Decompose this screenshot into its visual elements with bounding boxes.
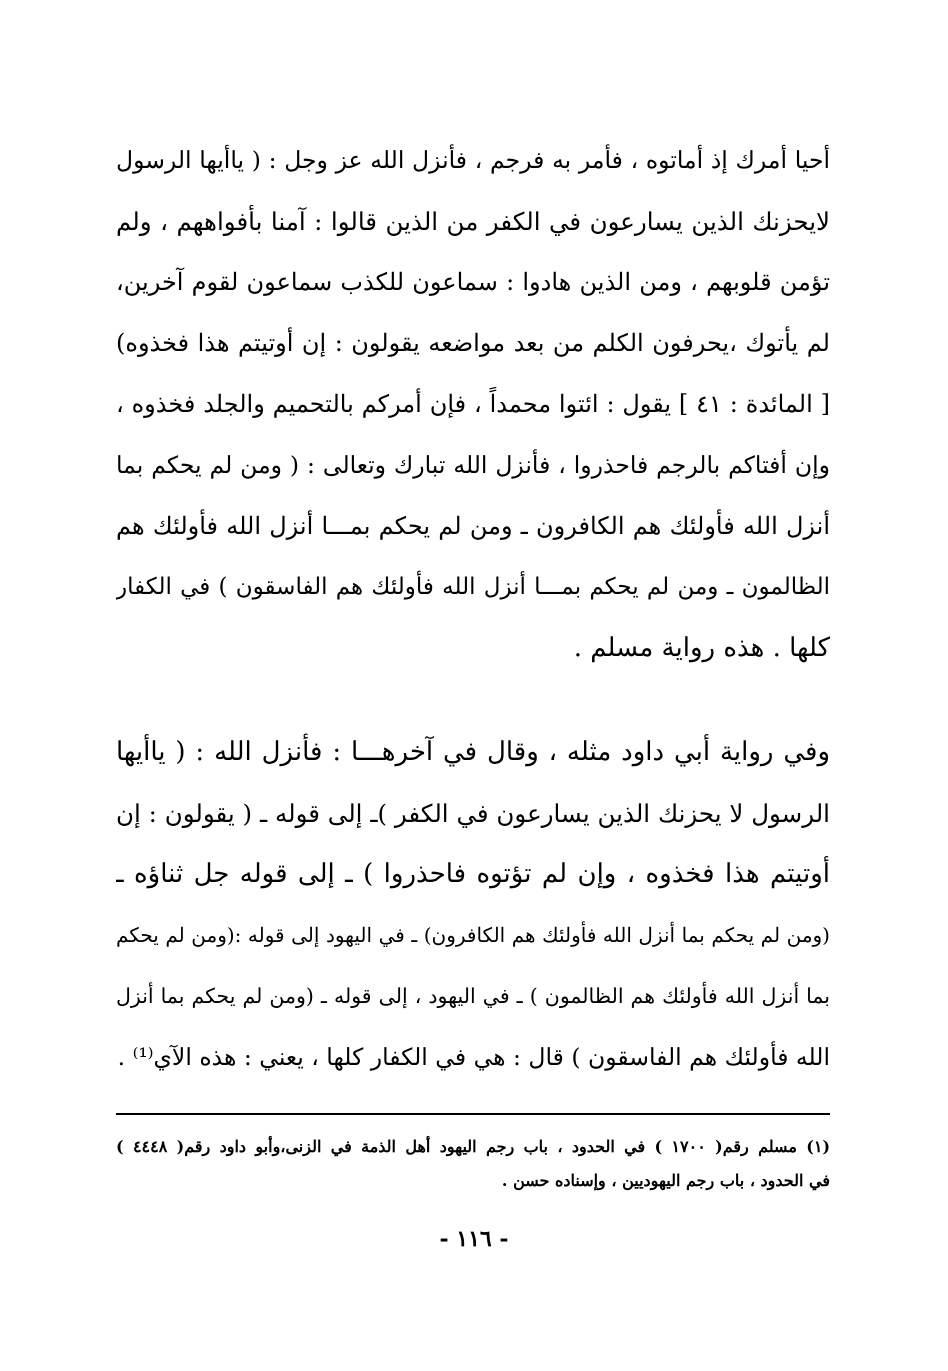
paragraph-1 <box>116 130 830 679</box>
text-line: أحيا أمرك إذ أماتوه ، فأمر به فرجم ، فأنزل الله عز وجل : ( ياأيها الرسول <box>116 146 830 174</box>
text-line: لايحزنك الذين يسارعون في الكفر من الذين قالوا : آمنا بأفواههم ، ولم <box>116 207 830 236</box>
footnote-line: في الحدود ، باب رجم اليهوديين ، وإسناده حسن . <box>501 1171 830 1190</box>
text-line: الظالمون ـ ومن لم يحكم بمـــا أنزل الله فأولئك هم الفاسقون ) في الكفار <box>116 574 830 600</box>
text-line: بما أنزل الله فأولئك هم الظالمون ) ـ في اليهود ، إلى قوله ـ (ومن لم يحكم بما أنزل <box>116 984 830 1008</box>
text-line: وفي رواية أبي داود مثله ، وقال في آخرهـــا : فأنزل الله : ( ياأيها <box>116 737 830 767</box>
paragraph-2 <box>116 722 830 1088</box>
footnote-separator <box>116 1113 830 1115</box>
text-line: لم يأتوك ،يحرفون الكلم من بعد مواضعه يقولون : إن أوتيتم هذا فخذوه) <box>116 329 830 357</box>
footnote-line: (١) مسلم رقم( ١٧٠٠ ) في الحدود ، باب رجم اليهود أهل الذمة في الزنى،وأبو داود رقم( ٤٤٤٨ ) <box>116 1137 830 1156</box>
footnote <box>116 1130 830 1198</box>
text-line: الله فأولئك هم الفاسقون ) قال : هي في الكفار كلها ، يعني : هذه الآي⁽¹⁾ . <box>117 1043 830 1071</box>
text-line: الرسول لا يحزنك الذين يسارعون في الكفر )ـ إلى قوله ـ ( يقولون : إن <box>116 799 830 828</box>
text-line: أوتيتم هذا فخذوه ، وإن لم تؤتوه فاحذروا ) ـ إلى قوله جل ثناؤه ـ <box>116 859 830 889</box>
text-line: تؤمن قلوبهم ، ومن الذين هادوا : سماعون للكذب سماعون لقوم آخرين، <box>116 268 830 296</box>
text-line: كلها . هذه رواية مسلم . <box>573 633 830 663</box>
text-line: وإن أفتاكم بالرجم فاحذروا ، فأنزل الله تبارك وتعالى : ( ومن لم يحكم بما <box>116 451 830 479</box>
text-line: (ومن لم يحكم بما أنزل الله فأولئك هم الكافرون) ـ في اليهود إلى قوله :(ومن لم يحكم <box>116 923 830 947</box>
text-line: أنزل الله فأولئك هم الكافرون ـ ومن لم يحكم بمـــا أنزل الله فأولئك هم <box>116 512 830 540</box>
text-line: [ المائدة : ٤١ ] يقول : ائتوا محمداً ، فإن أمركم بالتحميم والجلد فخذوه ، <box>116 390 830 418</box>
page-number: - ١١٦ - <box>439 1226 509 1252</box>
